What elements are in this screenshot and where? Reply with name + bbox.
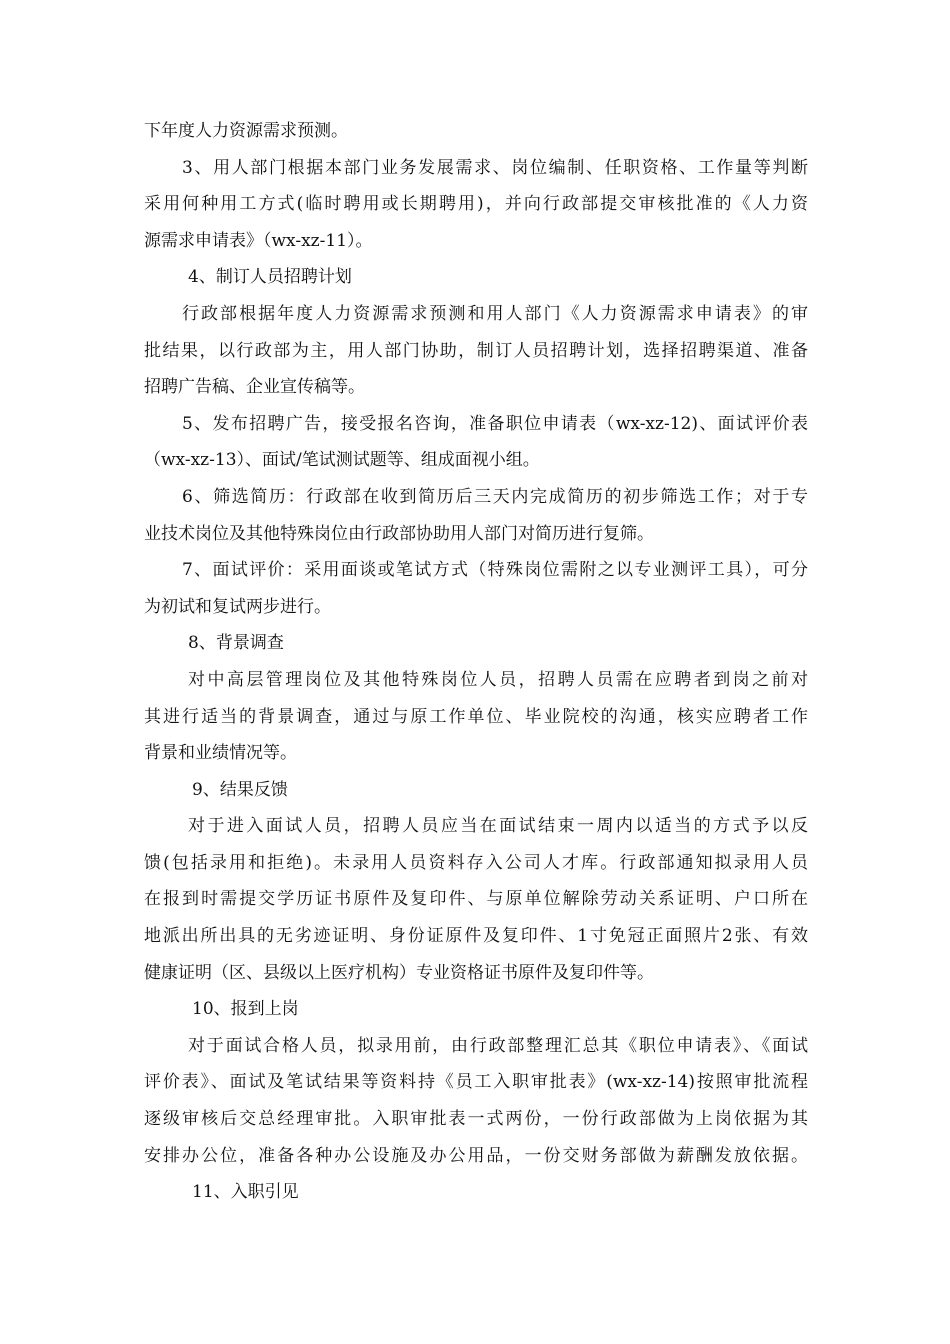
text-line: 对于面试合格人员，拟录用前，由行政部整理汇总其《职位申请表》、《面试	[188, 1035, 808, 1056]
section-heading: 8、背景调查	[188, 633, 284, 654]
text-line: 源需求申请表》（wx-xz-11）。	[144, 230, 373, 251]
text-line: 安排办公位，准备各种办公设施及办公用品，一份交财务部做为薪酬发放依据。	[144, 1145, 808, 1166]
text-line: 批结果，以行政部为主，用人部门协助，制订人员招聘计划，选择招聘渠道、准备	[144, 340, 808, 361]
text-line: 5、发布招聘广告，接受报名咨询，准备职位申请表（wx-xz-12)、面试评价表	[182, 413, 808, 434]
section-heading: 4、制订人员招聘计划	[188, 267, 352, 288]
section-heading: 10、报到上岗	[192, 999, 299, 1020]
text-line: 评价表》、面试及笔试结果等资料持《员工入职审批表》(wx-xz-14)按照审批流程	[144, 1072, 808, 1093]
text-line: （wx-xz-13）、面试/笔试测试题等、组成面视小组。	[144, 450, 540, 471]
text-line: 业技术岗位及其他特殊岗位由行政部协助用人部门对简历进行复筛。	[144, 523, 654, 544]
text-line: 健康证明（区、县级以上医疗机构）专业资格证书原件及复印件等。	[144, 962, 654, 983]
text-line: 逐级审核后交总经理审批。入职审批表一式两份，一份行政部做为上岗依据为其	[144, 1109, 808, 1130]
text-line: 其进行适当的背景调查，通过与原工作单位、毕业院校的沟通，核实应聘者工作	[144, 706, 808, 727]
text-line: 馈(包括录用和拒绝)。未录用人员资料存入公司人才库。行政部通知拟录用人员	[144, 852, 808, 873]
text-line: 地派出所出具的无劣迹证明、身份证原件及复印件、1寸免冠正面照片2张、有效	[144, 926, 808, 947]
text-line: 7、面试评价：采用面谈或笔试方式（特殊岗位需附之以专业测评工具），可分	[182, 560, 808, 581]
text-line: 3、用人部门根据本部门业务发展需求、岗位编制、任职资格、工作量等判断	[182, 157, 808, 178]
text-line: 下年度人力资源需求预测。	[144, 121, 348, 141]
text-line: 行政部根据年度人力资源需求预测和用人部门《人力资源需求申请表》的审	[182, 303, 808, 324]
text-line: 对于进入面试人员，招聘人员应当在面试结束一周内以适当的方式予以反	[188, 816, 808, 837]
text-line: 招聘广告稿、企业宣传稿等。	[144, 377, 365, 398]
section-heading: 11、入职引见	[192, 1182, 299, 1203]
text-line: 对中高层管理岗位及其他特殊岗位人员，招聘人员需在应聘者到岗之前对	[188, 669, 808, 690]
text-line: 背景和业绩情况等。	[144, 743, 297, 764]
document-body	[144, 113, 808, 1211]
text-line: 在报到时需提交学历证书原件及复印件、与原单位解除劳动关系证明、户口所在	[144, 889, 808, 910]
text-line: 为初试和复试两步进行。	[144, 596, 331, 617]
text-line: 6、筛选简历：行政部在收到简历后三天内完成简历的初步筛选工作；对于专	[182, 486, 808, 507]
section-heading: 9、结果反馈	[192, 779, 288, 800]
text-line: 采用何种用工方式(临时聘用或长期聘用)，并向行政部提交审核批准的《人力资	[144, 194, 808, 215]
